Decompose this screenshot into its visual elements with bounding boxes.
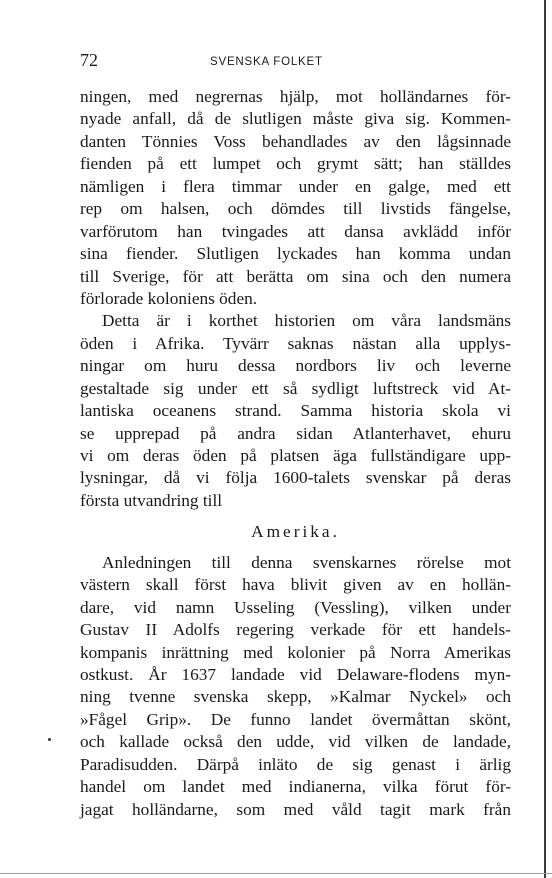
page-bottom-line	[0, 873, 552, 874]
text-line: danten Tönnies Voss behandlades av den lågsinnade	[80, 131, 511, 151]
text-line: fienden på ett lumpet och grymt sätt; han ställdes	[80, 154, 511, 174]
text-line: nyade anfall, då de slutligen måste giva sig. Kommen-	[80, 109, 511, 129]
text-line: se upprepad på andra sidan Atlanterhavet, ehuru	[80, 423, 511, 443]
text-line: sina fiender. Slutligen lyckades han komma undan	[80, 244, 511, 264]
text-line: »Fågel Grip». De funno landet övermåttan skönt,	[80, 709, 511, 729]
text-line: gestaltade sig under ett så sydligt luftstreck vid At-	[80, 378, 511, 398]
page-edge-line	[544, 0, 546, 878]
text-line: till Sverige, för att berätta om sina och den numera	[80, 266, 511, 286]
text-line: Paradisudden. Därpå inläto de sig genast i ärlig	[80, 754, 511, 774]
text-line: öden i Afrika. Tyvärr saknas nästan alla upplys-	[80, 333, 511, 353]
text-line: ning tvenne svenska skepp, »Kalmar Nyckel» och	[80, 687, 511, 707]
text-line: Anledningen till denna svenskarnes rörelse mot	[102, 552, 511, 572]
text-line: Gustav II Adolfs regering verkade för ett handels-	[80, 620, 511, 640]
text-line: dare, vid namn Usseling (Vessling), vilken under	[80, 597, 511, 617]
text-line: och kallade också den udde, vid vilken de landade,	[80, 732, 511, 752]
text-line: rep om halsen, och dömdes till livstids fängelse,	[80, 199, 511, 219]
page-body	[80, 86, 511, 821]
text-line: första utvandring till	[80, 490, 223, 510]
text-line: jagat holländarne, som med våld tagit mark från	[80, 799, 511, 819]
text-line: vi om deras öden på platsen äga fullständigare upp-	[80, 446, 511, 465]
margin-mark	[48, 738, 51, 741]
text-line: lysningar, då vi följa 1600-talets svenskar på deras	[80, 468, 511, 488]
text-line: handel om landet med indianerna, vilka förut för-	[80, 777, 511, 797]
text-line: varförutom han tvingades att dansa avklädd inför	[80, 221, 511, 241]
section-heading: Amerika.	[251, 522, 340, 542]
text-line: västern skall först hava blivit given av en hollän-	[80, 575, 511, 595]
text-line: kompanis inrättning med kolonier på Norra Amerikas	[80, 642, 511, 662]
text-line: ningen, med negrernas hjälp, mot holländarnes för-	[80, 87, 511, 106]
text-line: nämligen i flera timmar under en galge, med ett	[80, 176, 511, 196]
text-line: Detta är i korthet historien om våra landsmäns	[102, 311, 511, 331]
text-line: förlorade koloniens öden.	[80, 288, 258, 308]
text-line: ningar om huru dessa nordbors liv och leverne	[80, 356, 511, 376]
text-line: ostkust. År 1637 landade vid Delaware-flodens myn-	[80, 664, 511, 684]
text-line: lantiska oceanens strand. Samma historia skola vi	[80, 401, 511, 421]
page-number: 72	[80, 50, 98, 70]
running-title: SVENSKA FOLKET	[210, 56, 323, 68]
